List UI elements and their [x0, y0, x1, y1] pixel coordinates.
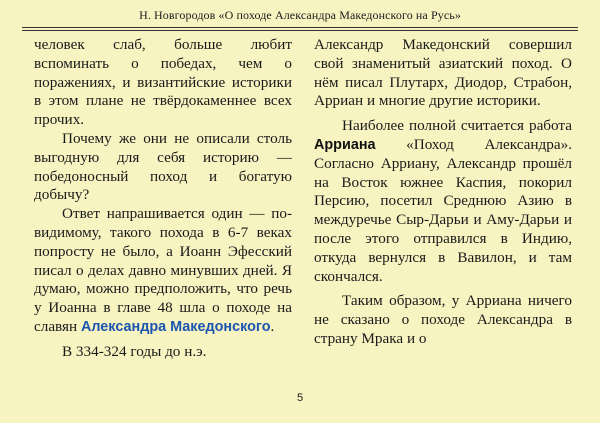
header-rule-top — [22, 27, 578, 28]
right-column — [314, 36, 572, 349]
running-header: Н. Новгородов «О походе Александра Македонского на Русь» — [139, 8, 461, 22]
right-paragraph-3: Таким образом, у Арриана ничего не сказано о походе Александра в страну Мрака и о — [314, 292, 572, 347]
highlighted-name-alexander: Александра Македонского — [80, 318, 271, 335]
left-paragraph-3-text: Ответ напрашивается один — по-видимому, такого похода в 6-7 веках попросту не было, а Иоанн Эфесский писал о делах давно минувших дней. Я думаю, можно предположить, что речь у Иоанна в главе 48 шла о походе на славян — [34, 205, 292, 335]
right-paragraph-1: Александр Македонский совершил свой знаменитый азиатский поход. О нём писал Плутарх, Диодор, Страбон, Арриан и многие другие историки. — [314, 36, 572, 110]
left-column — [34, 36, 292, 362]
left-paragraph-1: человек слаб, больше любит вспоминать о победах, чем о поражениях, и византийские историки в этом плане не твёрдокаменнее всех прочих. — [34, 36, 292, 129]
right-paragraph-2-start: Наиболее полной считается работа — [342, 117, 572, 135]
header-rule-bottom — [22, 30, 578, 31]
left-paragraph-4: В 334-324 годы до н.э. — [62, 342, 207, 360]
right-paragraph-2-rest: «Поход Александра». Согласно Арриану, Александр прошёл на Восток южнее Каспия, покорил Персию, посетил Среднюю Азию в междуречье Сыр-Дарьи и Аму-Дарьи и после этого отправился в Индию, откуда вернулся в Вавилон, и там скончался. — [314, 135, 572, 285]
highlighted-name-arrian: Арриана — [314, 136, 376, 153]
right-paragraph-2 — [314, 117, 572, 286]
left-paragraph-3-end: . — [270, 317, 275, 335]
left-paragraph-2: Почему же они не описали столь выгодную для себя историю — победоносный поход и богатую добычу? — [34, 129, 292, 204]
page-number: 5 — [296, 392, 304, 404]
left-paragraph-3 — [34, 205, 292, 337]
